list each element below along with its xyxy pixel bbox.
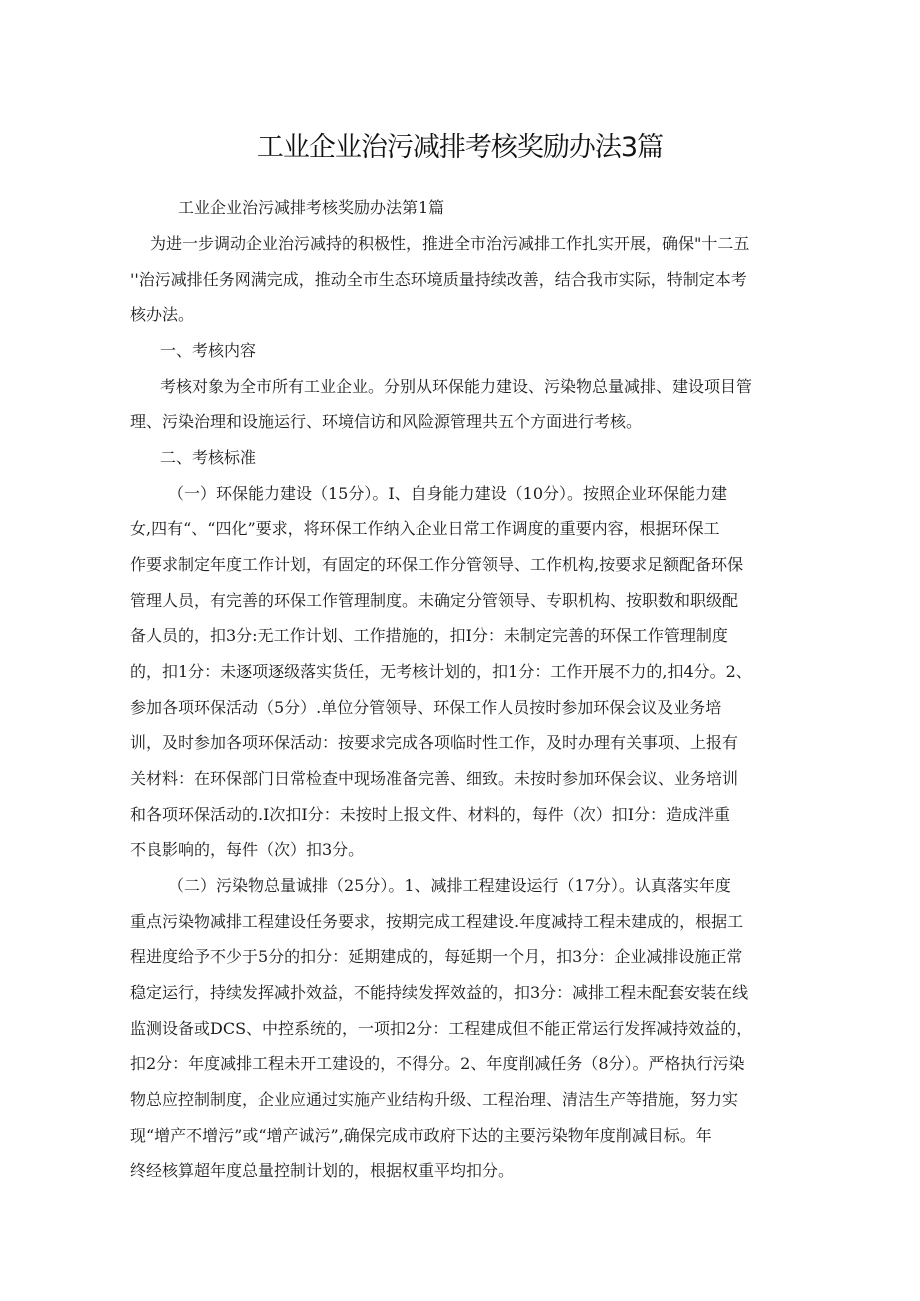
paragraph-line: 考核对象为全市所有工业企业。分别从环保能力建设、污染物总量减排、建设项目管 xyxy=(160,377,753,396)
paragraph-line: 女,四有“、“四化”要求，将环保工作纳入企业日常工作调度的重要内容，根据环保工 xyxy=(130,519,720,538)
paragraph-line: 不良影响的，每件（次）扣3分。 xyxy=(130,840,365,859)
paragraph-line: （一）环保能力建设（15分）。I、自身能力建设（10分）。按照企业环保能力建 xyxy=(168,484,728,503)
paragraph-line: 作要求制定年度工作计划，有固定的环保工作分管领导、工作机构,按要求足额配备环保 xyxy=(130,555,744,574)
paragraph-line: ''治污减排任务网满完成，推动全市生态环境质量持续改善，结合我市实际，特制定本考 xyxy=(130,270,747,289)
paragraph-line: 理、污染治理和设施运行、环境信访和风险源管理共五个方面进行考核。 xyxy=(130,412,643,431)
paragraph-line: 稳定运行，持续发挥减扑效益，不能持续发挥效益的，扣3分：减排工程未配套安装在线 xyxy=(130,983,749,1002)
paragraph-line: 的，扣1分：未逐项逐级落实货任，无考核计划的，扣1分：工作开展不力的,扣4分。2、 xyxy=(130,662,752,681)
paragraph-line: 物总应控制制度，企业应通过实施产业结构升级、工程治理、清洁生产等措施，努力实 xyxy=(130,1090,739,1109)
section-heading: 二、考核标准 xyxy=(160,448,257,467)
paragraph-line: 关材料：在环保部门日常检查中现场准备完善、细致。未按时参加环保会议、业务培训 xyxy=(130,769,739,788)
document-subtitle: 工业企业治污减排考核奖励办法第1篇 xyxy=(178,198,445,217)
paragraph-line: 扣2分：年度减排工程未开工建设的，不得分。2、年度削减任务（8分）。严格执行污染 xyxy=(130,1054,745,1073)
paragraph-line: 训，及时参加各项环保活动：按要求完成各项临时性工作，及时办理有关事项、上报有 xyxy=(130,733,739,752)
paragraph-line: 核办法。 xyxy=(130,305,195,324)
section-heading: 一、考核内容 xyxy=(160,341,257,360)
paragraph-line: （二）污染物总量诚排（25分）。1、减排工程建设运行（17分）。认真落实年度 xyxy=(168,876,731,895)
paragraph-line: 为进一步调动企业治污减持的积极性，推进全市治污减排工作扎实开展，确保"十二五 xyxy=(150,234,750,253)
paragraph-line: 终经核算超年度总量控制计划的，根据权重平均扣分。 xyxy=(130,1161,515,1180)
paragraph-line: 参加各项环保活动（5分）.单位分管领导、环保工作人员按时参加环保会议及业务培 xyxy=(130,698,722,717)
paragraph-line: 监测设备或DCS、中控系统的，一项扣2分：工程建成但不能正常运行发挥减持效益的， xyxy=(130,1019,753,1038)
paragraph-line: 程进度给予不少于5分的扣分：延期建成的，每延期一个月，扣3分：企业减排设施正常 xyxy=(130,947,743,966)
document-title: 工业企业治污减排考核奖励办法3篇 xyxy=(256,132,664,163)
paragraph-line: 现“增产不增污”或“增产诚污”,确保完成市政府下达的主要污染物年度削减目标。年 xyxy=(130,1126,712,1145)
paragraph-line: 和各项环保活动的.I次扣I分：未按时上报文件、材料的，每件（次）扣I分：造成泮重 xyxy=(130,805,731,824)
paragraph-line: 管理人员，有完善的环保工作管理制度。未确定分管领导、专职机构、按职数和职级配 xyxy=(130,591,739,610)
paragraph-line: 备人员的，扣3分:无工作计划、工作措施的，扣I分：未制定完善的环保工作管理制度 xyxy=(130,626,728,645)
paragraph-line: 重点污染物减排工程建设任务要求，按期完成工程建设.年度减持工程未建成的，根据工 xyxy=(130,912,744,931)
